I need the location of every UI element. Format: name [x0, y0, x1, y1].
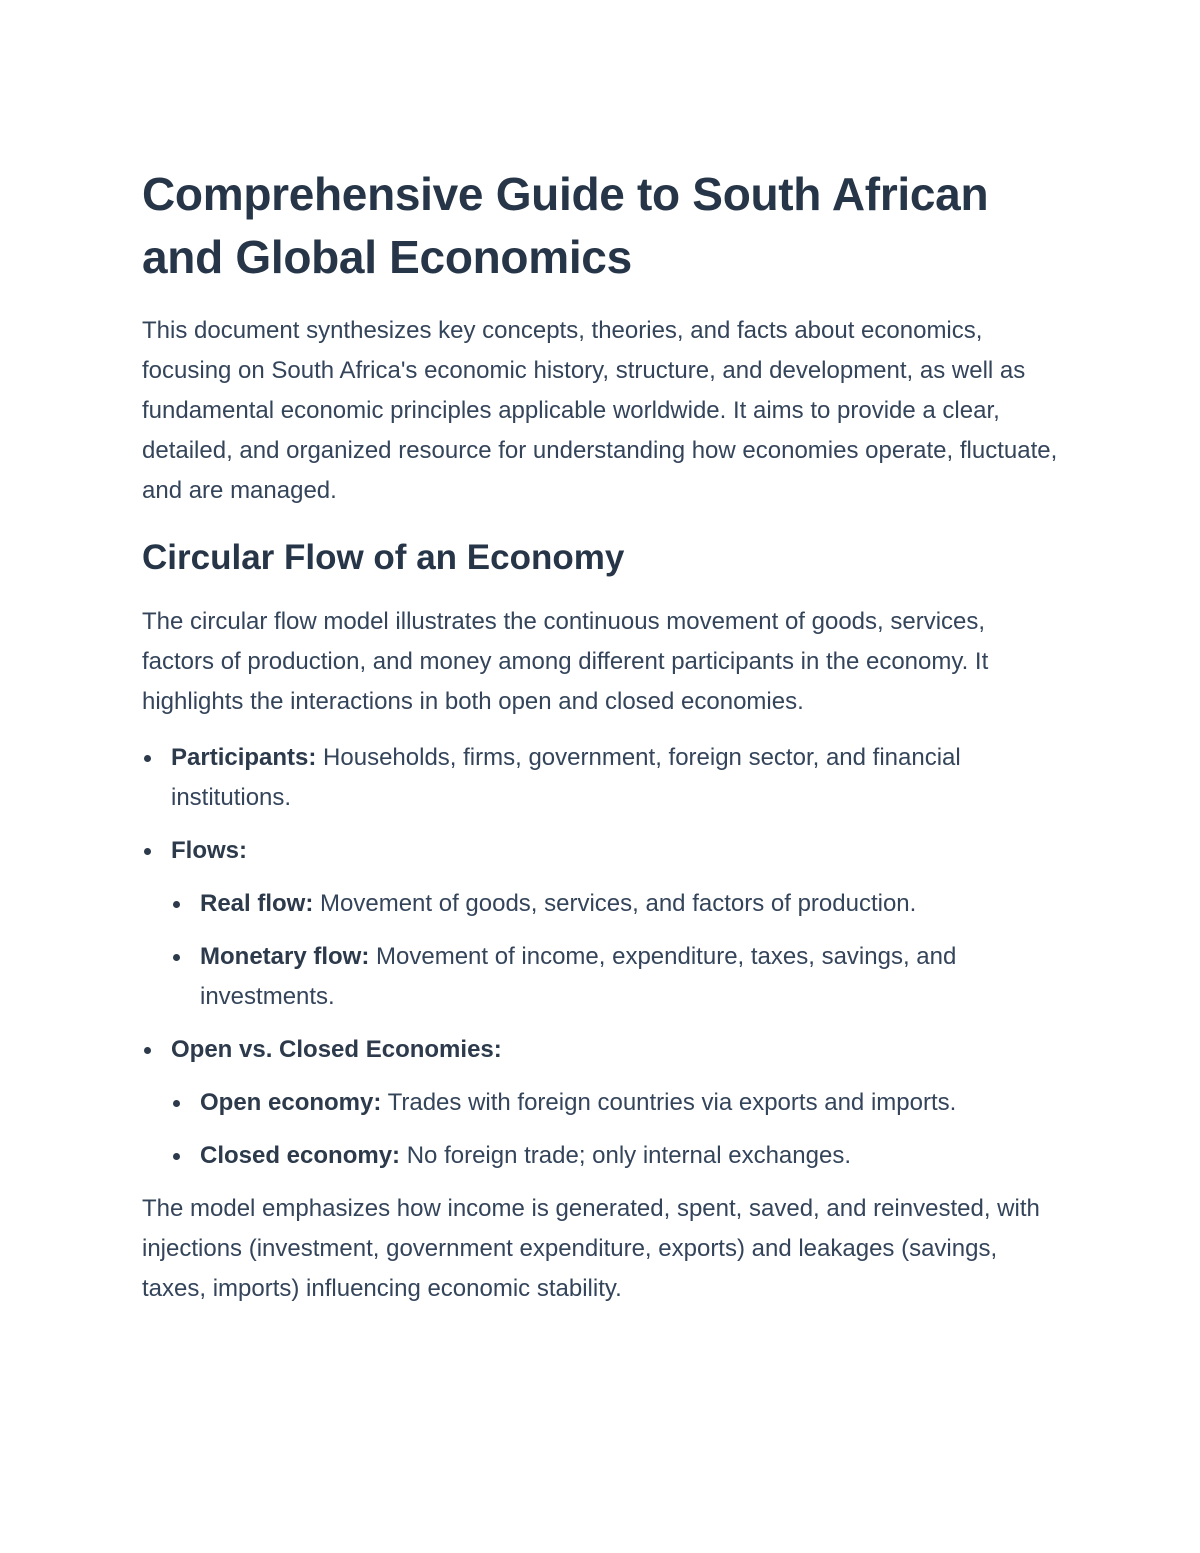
- sub-bullet-list: [171, 884, 1060, 1017]
- term-label: Flows:: [171, 837, 247, 864]
- bullet-icon: [144, 755, 151, 762]
- bullet-list: [142, 738, 1060, 1176]
- item-text: Movement of goods, services, and factors of production.: [313, 890, 917, 917]
- intro-paragraph: This document synthesizes key concepts, theories, and facts about economics, focusing on South Africa's economic history, structure, and development, as well as fundamental economic principles applicable worldwide. It aims to provide a clear, detailed, and organized resource for understanding how economies operate, fluctuate, and are managed.: [142, 317, 1058, 504]
- item-text: No foreign trade; only internal exchanges.: [400, 1142, 851, 1169]
- term-label: Real flow:: [200, 890, 314, 917]
- list-item-flows: [142, 831, 1060, 1017]
- bullet-icon: [173, 954, 180, 961]
- term-label: Participants:: [171, 744, 317, 771]
- list-item-real-flow: [171, 884, 1060, 924]
- sub-bullet-list: [171, 1083, 1060, 1176]
- bullet-icon: [173, 901, 180, 908]
- term-label: Open vs. Closed Economies:: [171, 1036, 502, 1063]
- bullet-icon: [173, 1100, 180, 1107]
- list-item-open-economy: [171, 1083, 1060, 1123]
- bullet-icon: [173, 1153, 180, 1160]
- list-item-participants: [142, 738, 1060, 818]
- closing-paragraph: The model emphasizes how income is generated, spent, saved, and reinvested, with injections (investment, government expenditure, exports) and leakages (savings, taxes, imports) influencing economic stability.: [142, 1195, 1040, 1302]
- bullet-icon: [144, 848, 151, 855]
- term-label: Monetary flow:: [200, 943, 370, 970]
- section-paragraph: The circular flow model illustrates the continuous movement of goods, services, factors of production, and money among different participants in the economy. It highlights the interactions in both open and closed economies.: [142, 608, 989, 715]
- bullet-icon: [144, 1047, 151, 1054]
- list-item-closed-economy: [171, 1136, 1060, 1176]
- section-heading: Circular Flow of an Economy: [142, 538, 625, 577]
- document-title: Comprehensive Guide to South African and Global Economics: [142, 168, 989, 283]
- list-item-monetary-flow: [171, 937, 1060, 1017]
- term-label: Open economy:: [200, 1089, 382, 1116]
- list-item-open-closed: [142, 1030, 1060, 1176]
- term-label: Closed economy:: [200, 1142, 401, 1169]
- item-text: Trades with foreign countries via exports and imports.: [381, 1089, 957, 1116]
- item-text: Households, firms, government, foreign sector, and financial institutions.: [171, 744, 961, 811]
- item-text: Movement of income, expenditure, taxes, savings, and investments.: [200, 943, 957, 1010]
